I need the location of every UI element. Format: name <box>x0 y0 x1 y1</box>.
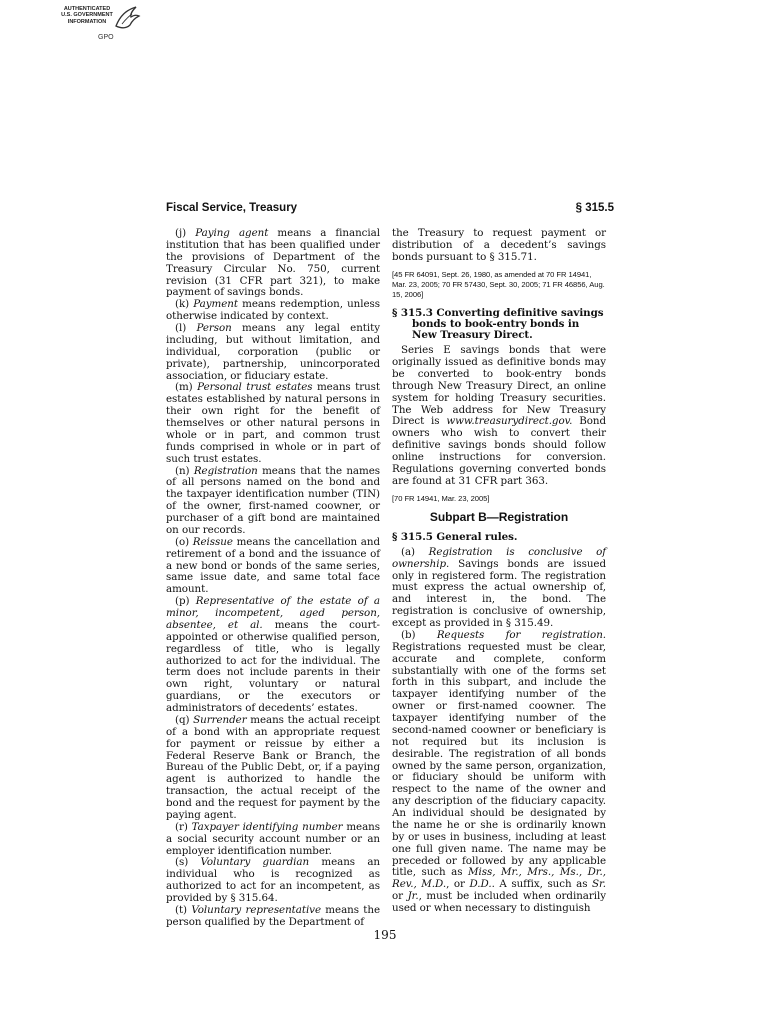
logo-line: AUTHENTICATED <box>63 6 111 12</box>
gpo-authentication-logo <box>58 4 142 48</box>
logo-line: U.S. GOVERNMENT <box>61 12 113 19</box>
section-heading: § 315.3 Converting definitive savings bonds to book-entry bonds in New Treasury Direct. <box>392 306 604 342</box>
definition-q: (q) Surrender means the actual receipt of a bond with an appropriate request for payment or reissue by either a Federal Reserve Bank or Branch, the Bureau of the Public Debt, or, if a paying agent is authorized to handle the transaction, the actual receipt of the bond and the request for payment by the paying agent. <box>166 713 381 821</box>
gpo-logo-text <box>58 6 116 25</box>
definition-t: (t) Voluntary representative means the person qualified by the Department of <box>166 903 380 928</box>
section-heading: § 315.5 General rules. <box>392 530 518 543</box>
agency-title: Fiscal Service, Treasury <box>166 202 298 214</box>
gpo-mark: GPO <box>98 34 114 41</box>
definition-n: (n) Registration means that the names of all persons named on the bond and the taxpayer identification number (TIN) of the owner, first-named coowner, or purchaser of a gift bond are maintained on our records. <box>166 464 380 536</box>
definition-l: (l) Person means any legal entity including, but without limitation, and individual, corporation (public or private), partnership, unincorporated association, or fiduciary estate. <box>166 322 380 382</box>
left-column <box>166 228 380 929</box>
running-head <box>166 202 614 218</box>
treasury-direct-url: www.treasurydirect.gov. <box>446 415 573 428</box>
paragraph-a: (a) Registration is conclusive of ownership. Savings bonds are issued only in registered form. The registration must express the actual ownership of, and interest in, the bond. The registration is conclusive of ownership, except as provided in § 315.49. <box>392 545 607 630</box>
definition-s: (s) Voluntary guardian means an individual who is recognized as authorized to act for an incompetent, as provided by § 315.64. <box>166 856 380 904</box>
definition-j: (j) Paying agent means a financial institution that has been qualified under the provisions of Department of the Treasury Circular No. 750, current revision (31 CFR part 321), to make payment of savings bonds. <box>166 227 380 299</box>
logo-line: INFORMATION <box>67 18 107 25</box>
section-number: § 315.5 <box>575 202 614 214</box>
definition-m: (m) Personal trust estates means trust estates established by natural persons in their own right for the benefit of themselves or other natural persons in whole or in part, and common trust funds comprised in whole or in part of such trust estates. <box>166 381 380 465</box>
definition-r: (r) Taxpayer identifying number means a social security account number or an employer identification number. <box>166 820 381 857</box>
definition-o: (o) Reissue means the cancellation and retirement of a bond and the issuance of a new bond or bonds of the same series, same issue date, and same total face amount. <box>166 535 381 596</box>
paragraph-b: (b) Requests for registration. Registrations requested must be clear, accurate and complete, conform substantially with one of the forms set forth in this subpart, and include the taxpayer identifying number of the owner or first-named coowner. The taxpayer identifying number of the second-named coowner or beneficiary is not required but its inclusion is desirable. The registration of all bonds owned by the same person, organization, or fiduciary should be uniform with respect to the name of the owner and any description of the fiduciary capacity. An individual should be designated by the name he or she is ordinarily known by or uses in business, including at least one full given name. The name may be preceded or followed by any applicable title, such as Miss, Mr., Mrs., Ms., Dr., Rev., M.D., or D.D.. A suffix, such as Sr. or Jr., must be included when ordinarily used or when necessary to distinguish <box>392 628 606 915</box>
eagle-icon <box>112 4 142 34</box>
definition-p: (p) Representative of the estate of a minor, incompetent, aged person, absentee, et al. means the court-appointed or otherwise qualified person, regardless of title, who is legally authorized to act for the individual. The term does not include parents in their own right, voluntary or natural guardians, or the executors or administrators of decedents’ estates. <box>166 595 380 714</box>
subpart-heading: Subpart B—Registration <box>429 509 569 524</box>
page-number: 195 <box>373 928 397 942</box>
section-315-3-text: Series E savings bonds that were originally issued as definitive bonds may be converted to book-entry bonds through New Treasury Direct, an online system for holding Treasury securities. The Web address for New Treasury Direct is www.treasurydirect.gov. Bond owners who wish to convert their definitive savings bonds should follow online instructions for conversion. Regulations governing converted bonds are found at 31 CFR part 363. <box>392 344 607 487</box>
continuation-text: the Treasury to request payment or distribution of a decedent’s savings bonds pursuant to § 315.71. <box>392 227 606 263</box>
source-note: [70 FR 14941, Mar. 23, 2005] <box>392 493 490 503</box>
definition-k: (k) Payment means redemption, unless otherwise indicated by context. <box>166 298 380 323</box>
source-note: [45 FR 64091, Sept. 26, 1980, as amended at 70 FR 14941, Mar. 23, 2005; 70 FR 57430, Sept. 30, 2005; 71 FR 46856, Aug. 15, 2006] <box>392 269 605 299</box>
right-column <box>392 228 606 915</box>
